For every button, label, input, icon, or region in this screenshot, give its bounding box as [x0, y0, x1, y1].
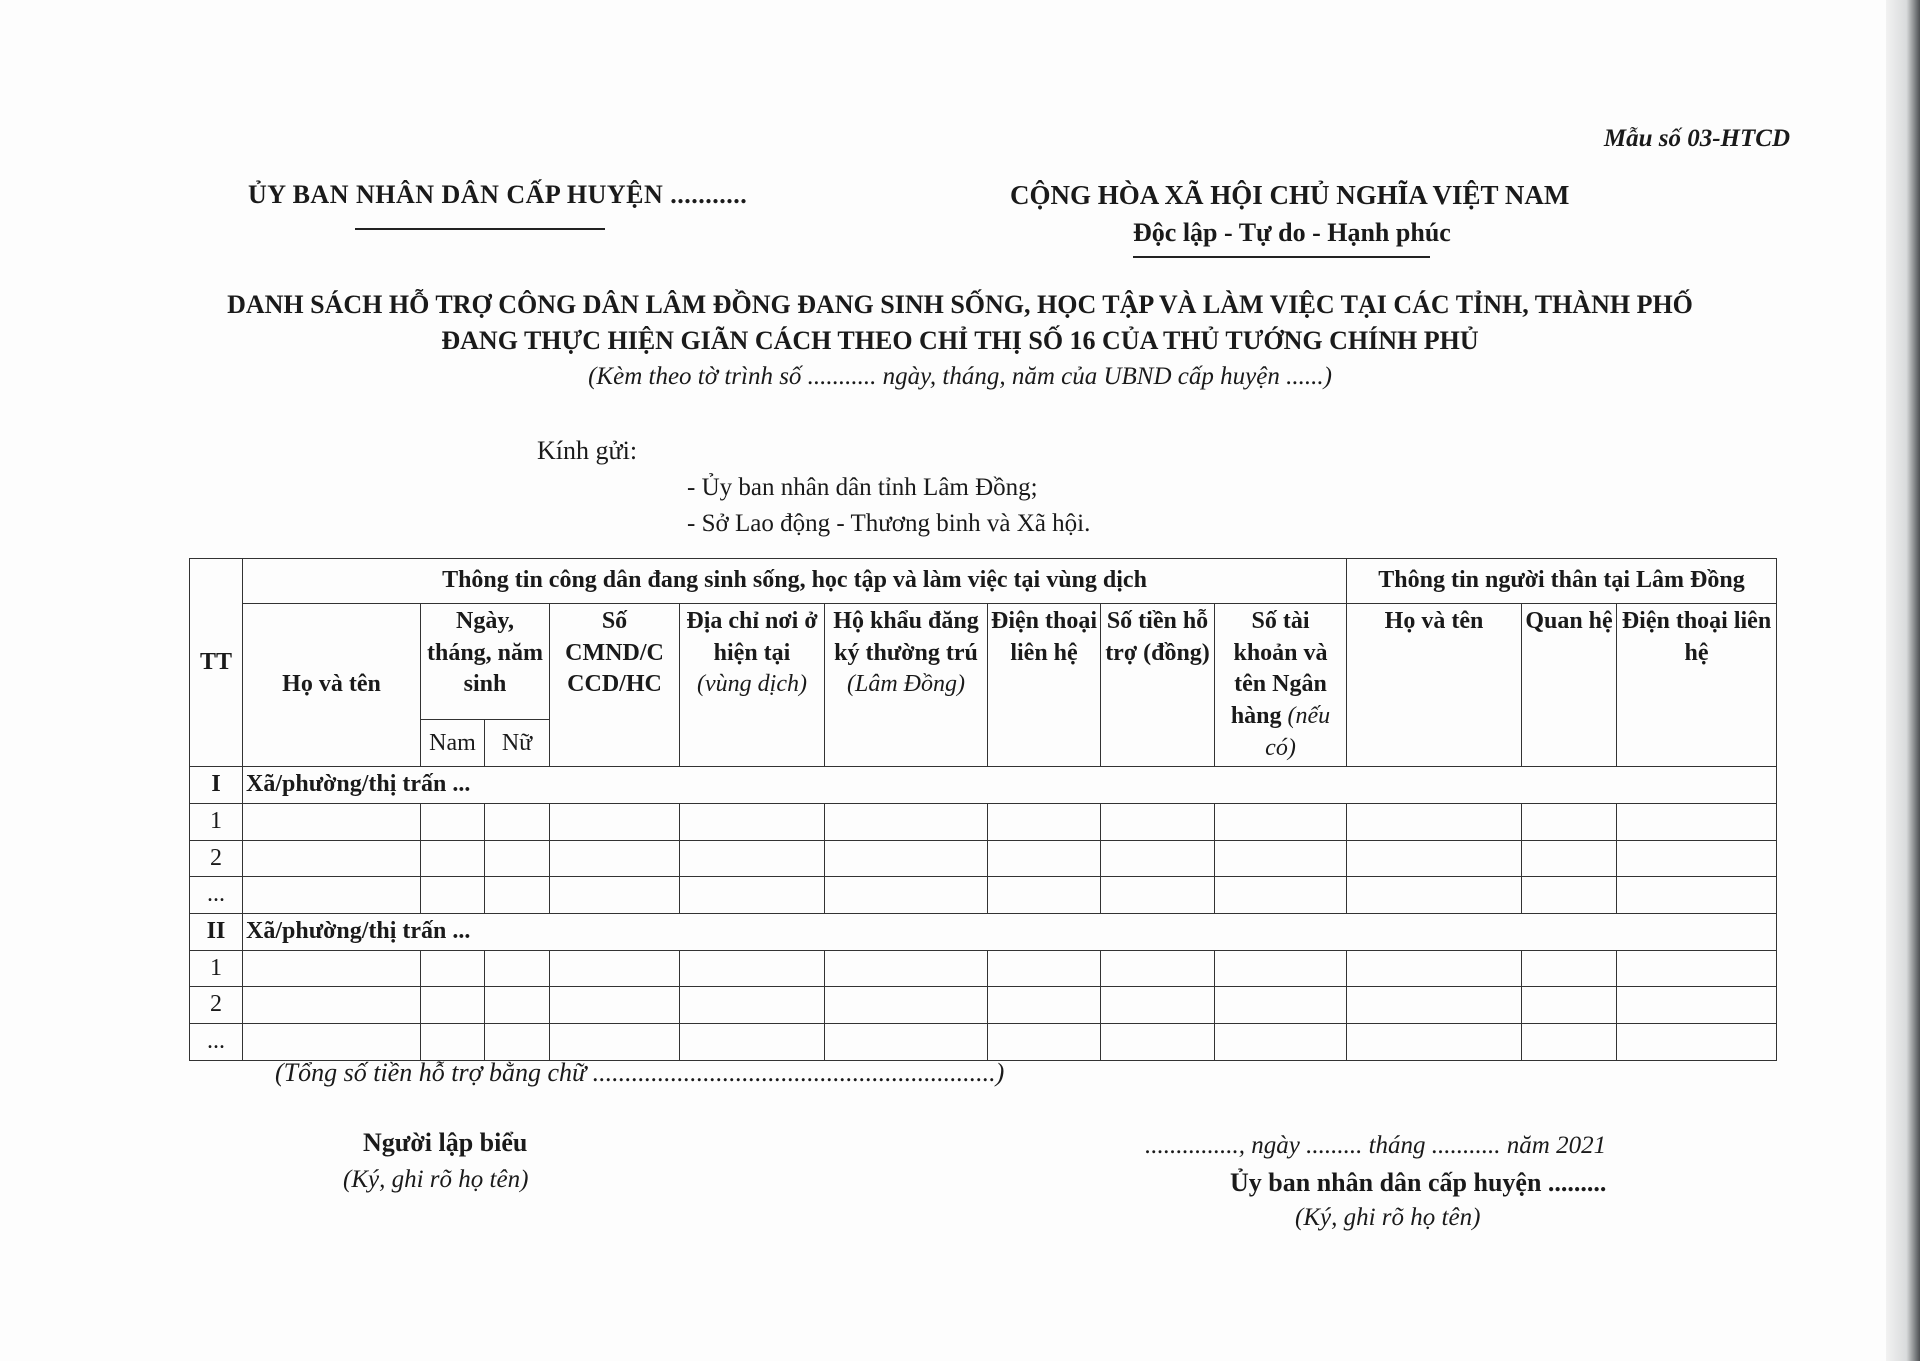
col-address-note: (vùng dịch) — [697, 671, 807, 698]
row-number: 2 — [190, 840, 243, 877]
row-number: ... — [190, 877, 243, 914]
table-cell — [550, 804, 680, 841]
section-label: Xã/phường/thị trấn ... — [243, 914, 1777, 951]
table-cell — [988, 840, 1101, 877]
col-relative-name-header: Họ và tên — [1347, 604, 1522, 767]
table-cell — [1347, 987, 1522, 1024]
table-cell — [1215, 1024, 1347, 1061]
table-cell — [1347, 1024, 1522, 1061]
table-cell — [485, 840, 550, 877]
table-cell — [1347, 950, 1522, 987]
section-number: I — [190, 767, 243, 804]
table-cell — [1617, 877, 1777, 914]
table-cell — [1522, 877, 1617, 914]
table-cell — [550, 840, 680, 877]
section-row — [190, 767, 1777, 804]
table-cell — [825, 840, 988, 877]
col-id-header: Số CMND/C CCD/HC — [550, 604, 680, 767]
row-number: 2 — [190, 987, 243, 1024]
date-line: ..............., ngày ......... tháng ........... năm 2021 — [1145, 1132, 1607, 1159]
table-cell — [680, 877, 825, 914]
table-cell — [421, 804, 485, 841]
group-header-left: Thông tin công dân đang sinh sống, học tập và làm việc tại vùng dịch — [243, 559, 1347, 604]
table-cell — [1215, 840, 1347, 877]
col-dob-male-header: Nam — [421, 720, 485, 767]
table-cell — [680, 1024, 825, 1061]
table-cell — [825, 1024, 988, 1061]
support-list-table-wrapper — [189, 558, 1776, 1061]
national-motto: Độc lập - Tự do - Hạnh phúc — [1133, 218, 1451, 247]
col-bank-note: (nếu có) — [1265, 703, 1331, 761]
table-cell — [550, 1024, 680, 1061]
table-cell — [988, 950, 1101, 987]
col-address-label: Địa chỉ nơi ở hiện tại — [686, 608, 818, 666]
col-phone-header: Điện thoại liên hệ — [988, 604, 1101, 767]
table-cell — [485, 950, 550, 987]
table-cell — [421, 987, 485, 1024]
table-cell — [1101, 804, 1215, 841]
table-cell — [988, 804, 1101, 841]
table-cell — [485, 804, 550, 841]
table-group-header-row — [190, 559, 1777, 604]
table-cell — [243, 987, 421, 1024]
document-title-line-2: ĐANG THỰC HIỆN GIÃN CÁCH THEO CHỈ THỊ SỐ 16 CỦA THỦ TƯỚNG CHÍNH PHỦ — [441, 326, 1479, 355]
table-cell — [1522, 804, 1617, 841]
col-relation-header: Quan hệ — [1522, 604, 1617, 767]
col-name-header: Họ và tên — [243, 604, 421, 767]
table-cell — [1347, 840, 1522, 877]
table-cell — [243, 877, 421, 914]
table-cell — [485, 877, 550, 914]
table-cell — [1522, 840, 1617, 877]
table-cell — [1101, 840, 1215, 877]
table-cell — [1101, 950, 1215, 987]
table-row — [190, 840, 1777, 877]
table-cell — [680, 987, 825, 1024]
row-number: 1 — [190, 950, 243, 987]
nation-name: CỘNG HÒA XÃ HỘI CHỦ NGHĨA VIỆT NAM — [1010, 180, 1570, 210]
table-cell — [1617, 987, 1777, 1024]
table-cell — [680, 804, 825, 841]
table-cell — [550, 987, 680, 1024]
col-bank-header — [1215, 604, 1347, 767]
table-cell — [988, 877, 1101, 914]
table-cell — [243, 804, 421, 841]
table-column-header-row — [190, 604, 1777, 720]
table-cell — [1347, 877, 1522, 914]
table-cell — [1617, 840, 1777, 877]
table-cell — [550, 950, 680, 987]
table-cell — [485, 1024, 550, 1061]
document-subtitle: (Kèm theo tờ trình số ........... ngày, tháng, năm của UBND cấp huyện ......) — [588, 363, 1332, 390]
table-cell — [1215, 804, 1347, 841]
col-tt-header: TT — [190, 559, 243, 767]
support-list-table — [189, 558, 1777, 1061]
preparer-title: Người lập biểu — [363, 1128, 528, 1157]
recipient-item: - Sở Lao động - Thương binh và Xã hội. — [687, 510, 1091, 537]
col-dob-female-header: Nữ — [485, 720, 550, 767]
recipient-item: - Ủy ban nhân dân tỉnh Lâm Đồng; — [687, 474, 1038, 501]
table-cell — [1617, 804, 1777, 841]
motto-underline — [1133, 256, 1430, 258]
col-dob-header: Ngày, tháng, năm sinh — [421, 604, 550, 720]
table-row — [190, 987, 1777, 1024]
table-cell — [1522, 987, 1617, 1024]
section-number: II — [190, 914, 243, 951]
table-cell — [421, 840, 485, 877]
table-body — [190, 767, 1777, 1060]
table-cell — [1522, 950, 1617, 987]
table-cell — [1215, 987, 1347, 1024]
table-cell — [421, 877, 485, 914]
committee-title: Ủy ban nhân dân cấp huyện ......... — [1230, 1168, 1607, 1197]
table-cell — [1215, 950, 1347, 987]
table-cell — [485, 987, 550, 1024]
recipients-label: Kính gửi: — [537, 436, 638, 465]
table-row — [190, 950, 1777, 987]
table-cell — [1101, 877, 1215, 914]
table-cell — [825, 950, 988, 987]
row-number: 1 — [190, 804, 243, 841]
table-cell — [1522, 1024, 1617, 1061]
total-amount-in-words: (Tổng số tiền hỗ trợ bằng chữ ..............................................................) — [275, 1058, 1005, 1087]
section-row — [190, 914, 1777, 951]
table-cell — [680, 840, 825, 877]
col-household-header — [825, 604, 988, 767]
table-cell — [421, 1024, 485, 1061]
table-cell — [825, 987, 988, 1024]
table-cell — [1101, 987, 1215, 1024]
committee-sign-note: (Ký, ghi rõ họ tên) — [1295, 1204, 1481, 1231]
table-cell — [680, 950, 825, 987]
document-title-line-1: DANH SÁCH HỖ TRỢ CÔNG DÂN LÂM ĐỒNG ĐANG SINH SỐNG, HỌC TẬP VÀ LÀM VIỆC TẠI CÁC TỈNH, THÀNH PHỐ — [227, 290, 1693, 319]
col-household-label: Hộ khẩu đăng ký thường trú — [833, 608, 979, 666]
table-row — [190, 804, 1777, 841]
table-cell — [550, 877, 680, 914]
table-cell — [1215, 877, 1347, 914]
col-bank-label: Số tài khoản và tên Ngân hàng — [1230, 608, 1328, 730]
col-amount-header: Số tiền hỗ trợ (đồng) — [1101, 604, 1215, 767]
table-cell — [825, 804, 988, 841]
form-code: Mẫu số 03-HTCD — [1603, 125, 1790, 152]
col-address-header — [680, 604, 825, 767]
table-row — [190, 1024, 1777, 1061]
table-cell — [825, 877, 988, 914]
table-cell — [421, 950, 485, 987]
row-number: ... — [190, 1024, 243, 1061]
issuer-underline — [355, 228, 605, 230]
scan-edge-shadow — [1886, 0, 1920, 1361]
preparer-sign-note: (Ký, ghi rõ họ tên) — [343, 1166, 529, 1193]
group-header-right: Thông tin người thân tại Lâm Đồng — [1347, 559, 1777, 604]
table-cell — [1617, 950, 1777, 987]
issuer-name: ỦY BAN NHÂN DÂN CẤP HUYỆN ........... — [248, 180, 748, 209]
table-cell — [1101, 1024, 1215, 1061]
col-household-note: (Lâm Đồng) — [847, 671, 965, 698]
table-row — [190, 877, 1777, 914]
table-cell — [1347, 804, 1522, 841]
col-relative-phone-header: Điện thoại liên hệ — [1617, 604, 1777, 767]
table-cell — [988, 987, 1101, 1024]
table-cell — [243, 840, 421, 877]
table-cell — [988, 1024, 1101, 1061]
section-label: Xã/phường/thị trấn ... — [243, 767, 1777, 804]
table-cell — [243, 1024, 421, 1061]
table-cell — [243, 950, 421, 987]
table-cell — [1617, 1024, 1777, 1061]
